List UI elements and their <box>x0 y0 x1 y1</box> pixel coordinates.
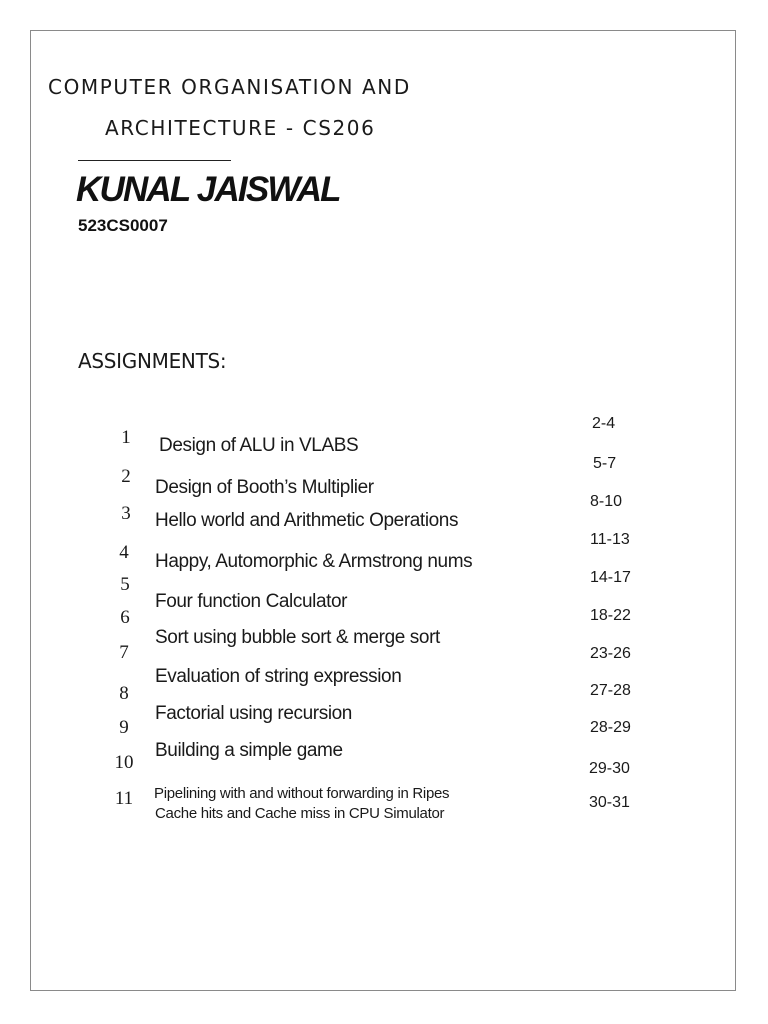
assignment-number: 8 <box>119 683 129 704</box>
assignment-title: Hello world and Arithmetic Operations <box>155 510 459 531</box>
assignment-pages: 28-29 <box>590 719 631 736</box>
assignment-number: 7 <box>119 642 129 663</box>
assignment-pages: 29-30 <box>589 760 630 777</box>
roll-number: 523CS0007 <box>78 216 168 235</box>
assignment-number: 1 <box>121 427 131 448</box>
assignment-pages: 8-10 <box>590 493 623 510</box>
author-name: KUNAL JAISWAL <box>76 170 340 209</box>
title-divider <box>78 160 231 161</box>
course-title-line-2: ARCHITECTURE - CS206 <box>105 116 376 140</box>
assignment-number: 4 <box>119 542 129 563</box>
assignment-title: Evaluation of string expression <box>155 666 402 687</box>
assignment-title: Sort using bubble sort & merge sort <box>155 627 440 648</box>
assignment-number: 10 <box>114 752 134 773</box>
assignment-pages: 2-4 <box>592 415 616 432</box>
assignment-title: Pipelining with and without forwarding in Ripes <box>154 785 450 802</box>
assignment-number: 2 <box>121 466 131 487</box>
assignment-number: 3 <box>121 503 131 524</box>
assignment-title: Design of ALU in VLABS <box>159 435 359 456</box>
assignment-title: Four function Calculator <box>155 591 348 612</box>
assignment-title: Factorial using recursion <box>155 703 352 724</box>
course-title-line-1: COMPUTER ORGANISATION AND <box>48 75 411 99</box>
assignment-pages: 30-31 <box>589 794 630 811</box>
assignment-pages: 23-26 <box>590 645 631 662</box>
assignment-pages: 14-17 <box>590 569 631 586</box>
assignments-heading: ASSIGNMENTS: <box>78 349 227 373</box>
assignment-title: Design of Booth’s Multiplier <box>155 477 374 498</box>
assignment-number: 6 <box>120 607 130 628</box>
assignment-title: Building a simple game <box>155 740 343 761</box>
assignment-pages: 18-22 <box>590 607 631 624</box>
assignment-number: 5 <box>120 574 130 595</box>
assignment-pages: 5-7 <box>593 455 617 472</box>
assignment-number: 9 <box>119 717 129 738</box>
assignment-title: Cache hits and Cache miss in CPU Simulator <box>155 805 445 822</box>
assignment-pages: 27-28 <box>590 682 631 699</box>
assignment-pages: 11-13 <box>590 531 630 548</box>
assignment-number: 11 <box>114 788 134 809</box>
assignment-title: Happy, Automorphic & Armstrong nums <box>155 551 473 572</box>
